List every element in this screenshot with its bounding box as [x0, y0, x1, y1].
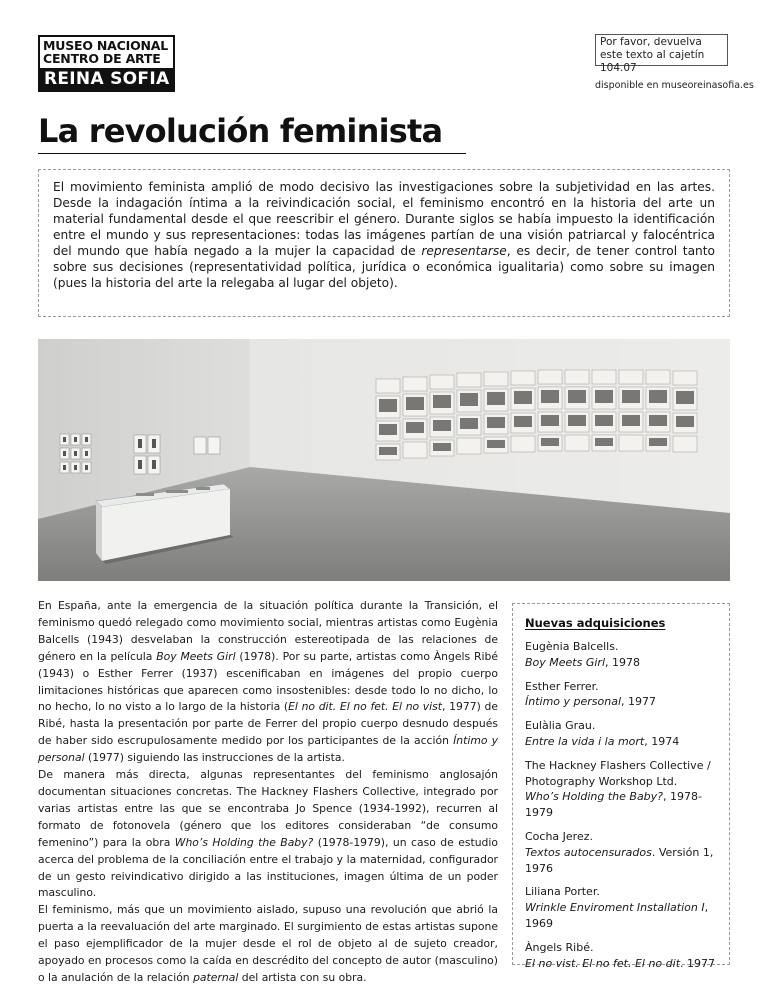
acquisition-title: Textos autocensurados [525, 845, 652, 859]
intro-emphasis: representarse [421, 244, 507, 258]
paragraph-2 [38, 767, 498, 902]
acquisition-artist: Eugènia Balcells. [525, 640, 619, 653]
intro-box [38, 169, 730, 317]
paragraph-1 [38, 598, 498, 767]
acquisition-item [525, 718, 717, 750]
acquisition-date: , 1978-1979 [525, 790, 702, 820]
text-emphasis: El no dit. El no fet. El no vist [288, 700, 443, 714]
acquisition-artist: Liliana Porter. [525, 885, 600, 899]
text-run: (1978). Por su parte, artistas como Àngels Ribé (1943) o Esther Ferrer (1937) escenificaban en imágenes del propio cuerpo limitaciones históricas que aparecen como insostenibles: desde todo lo no dicho, lo no hecho, lo no visto a lo largo de la historia ( [38, 649, 498, 714]
page-title: La revolución feminista [38, 112, 443, 150]
body-text [38, 598, 498, 987]
acquisition-date: , 1969 [525, 901, 709, 930]
acquisition-date: . Versión 1, 1976 [525, 845, 714, 875]
text-emphasis: Íntimo y personal [38, 734, 498, 765]
acquisition-title: Boy Meets Girl [525, 655, 606, 669]
gallery-illustration [38, 339, 730, 581]
intro-text-end: , es decir, de tener control tanto sobre sus decisiones (representatividad política, jurídica o económica igualitaria) como sobre su imagen (pues la historia del arte la relegaba al lugar del objeto). [53, 244, 715, 290]
availability-note: disponible en museoreinasofia.es [595, 80, 754, 91]
logo-line-1: MUSEO NACIONAL [43, 38, 168, 53]
acquisition-artist: Àngels Ribé. [525, 940, 594, 954]
acquisition-date: , 1977 [621, 695, 657, 709]
text-run: De manera más directa, algunas representantes del feminismo anglosajón documentan situaciones concretas. The Hackney Flashers Collective, integrado por varias artistas entre las que se encontraba Jo Spence (1934-1992), recurren al formato de fotonovela (género que los editores consideraban “de consumo femenino”) para la obra [38, 768, 498, 849]
acquisition-artist: Esther Ferrer. [525, 679, 599, 693]
text-run: del artista con su obra. [238, 970, 367, 984]
text-emphasis: Who’s Holding the Baby? [174, 835, 314, 849]
acquisition-date: . 1977 [680, 956, 716, 970]
acquisition-title: Who’s Holding the Baby? [525, 790, 664, 804]
acquisition-item [525, 829, 717, 876]
acquisition-title: Íntimo y personal [525, 695, 622, 709]
acquisitions-heading: Nuevas adquisiciones [525, 616, 666, 630]
text-emphasis: paternal [193, 970, 239, 984]
text-run: (1977) siguiendo las instrucciones de la artista. [84, 751, 345, 765]
acquisition-date: , 1978 [605, 655, 641, 669]
acquisition-title: Wrinkle Enviroment Installation I [525, 901, 705, 915]
logo-line-2: CENTRO DE ARTE [43, 50, 161, 66]
title-underline [38, 153, 466, 154]
text-emphasis: Boy Meets Girl [156, 649, 236, 663]
exhibition-photo [38, 339, 730, 581]
acquisitions-box [512, 603, 730, 970]
acquisition-artist: Cocha Jerez. [525, 829, 593, 843]
acquisition-date: , 1974 [644, 734, 680, 748]
return-note-box: Por favor, devuelva este texto al cajetín 104.07 [595, 34, 728, 66]
text-run: , 1977) de Ribé, hasta la presentación por parte de Ferrer del propio cuerpo desnudo después de haber sido escrupulosamente medido por los participantes de la acción [38, 700, 498, 748]
acquisition-title: El no vist. El no fet. El no dit [525, 956, 681, 970]
acquisition-item [525, 679, 717, 711]
acquisition-title: Entre la vida i la mort [525, 734, 645, 748]
paragraph-3 [38, 902, 498, 987]
acquisition-artist: Eulàlia Grau. [525, 719, 596, 733]
text-run: (1978-1979), un caso de estudio acerca del problema de la conciliación entre el trabajo y la maternidad, configurador de un gesto reivindicativo dirigido a las instituciones, imagen última de un poder masculino. [38, 835, 498, 900]
acquisition-artist: The Hackney Flashers Collective / Photography Workshop Ltd. [525, 758, 711, 788]
text-run: En España, ante la emergencia de la situación política durante la Transición, el feminismo quedó relegado como movimiento social, mientras artistas como Eugènia Balcells (1943) desvelaban la construcción estereotipada de las relaciones de género en la película [38, 599, 498, 663]
text-run: El feminismo, más que un movimiento aislado, supuso una revolución que abrió la puerta a la reevaluación del arte marginado. El surgimiento de estas artistas supone el paso ejemplificador de la mujer desde el rol de objeto al de sujeto creador, apoyado en procesos como la caída en descrédito del concepto de autor (masculino) o la anulación de la relación [38, 903, 498, 984]
intro-text: El movimiento feminista amplió de modo decisivo las investigaciones sobre la subjetividad en las artes. Desde la indagación íntima a la reivindicación social, el feminismo encontró en la historia del arte un material fundamental desde el que reescribir el género. Durante siglos se había impuesto la identificación entre el mundo y sus representaciones: todas las imágenes partían de una visión patriarcal y falocéntrica del mundo que había negado a la mujer la capacidad de [53, 180, 715, 258]
museum-logo [38, 35, 175, 92]
acquisition-item [525, 758, 717, 821]
acquisition-item [525, 639, 717, 671]
acquisition-item [525, 940, 717, 972]
acquisition-item [525, 884, 717, 931]
logo-line-3: REINA SOFIA [40, 68, 173, 90]
